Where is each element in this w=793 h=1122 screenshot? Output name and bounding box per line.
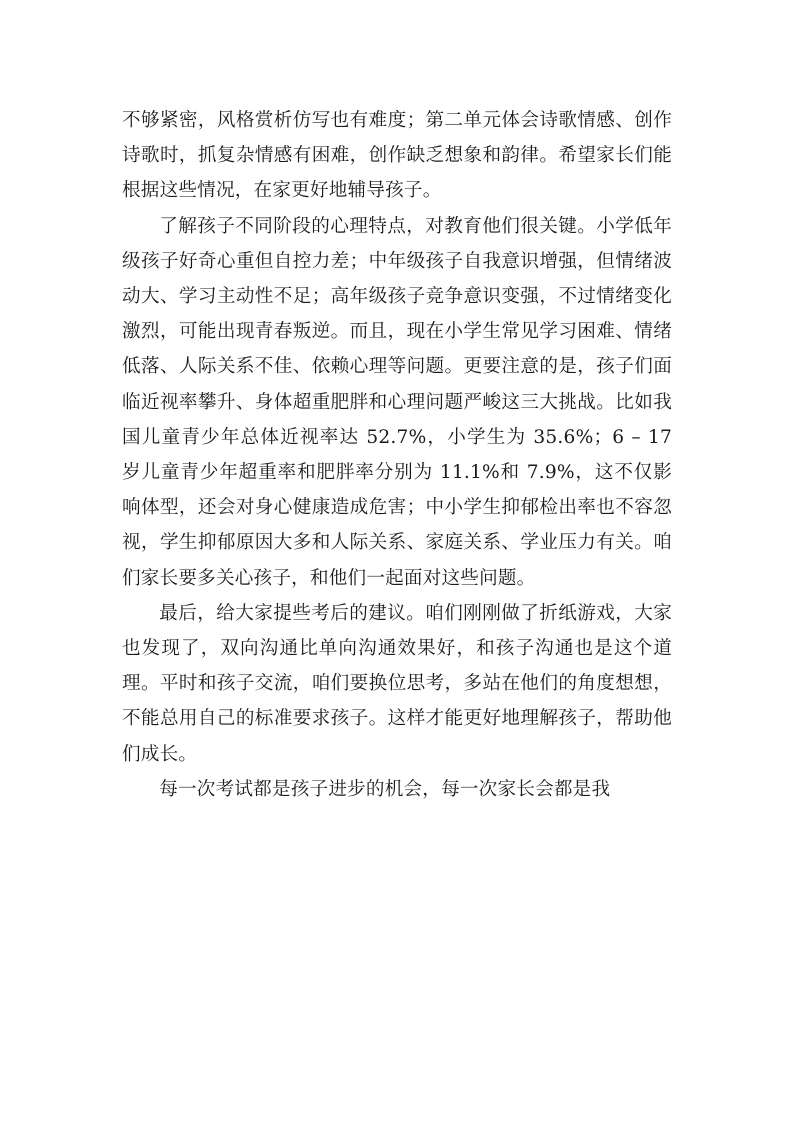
paragraph-closing-start: 每一次考试都是孩子进步的机会，每一次家长会都是我 [159,778,611,800]
paragraph-child-psychology: 了解孩子不同阶段的心理特点，对教育他们很关键。小学低年级孩子好奇心重但自控力差；中年级孩子自我意识增强，但情绪波动大、学习主动性不足；高年级孩子竞争意识变强，不过情绪变化激烈，可能出现青春叛逆。而且，现在小学生常见学习困难、情绪低落、人际关系不佳、依赖心理等问题。更要注意的是，孩子们面临近视率攀升、身体超重肥胖和心理问题严峻这三大挑战。比如我国儿童青少年总体近视率达 52.7%，小学生为 35.6%；6 – 17 岁儿童青少年超重率和肥胖率分别为 11.1%和 7.9%，这不仅影响体型，还会对身心健康造成危害；中小学生抑郁检出率也不容忽视，学生抑郁原因大多和人际关系、家庭关系、学业压力有关。咱们家长要多关心孩子，和他们一起面对这些问题。 [122,215,672,589]
paragraph-post-exam-advice: 最后，给大家提些考后的建议。咱们刚刚做了折纸游戏，大家也发现了，双向沟通比单向沟通效果好，和孩子沟通也是这个道理。平时和孩子交流，咱们要换位思考，多站在他们的角度想想，不能总用自己的标准要求孩子。这样才能更好地理解孩子，帮助他们成长。 [122,602,672,765]
paragraph-1-continuation: 不够紧密，风格赏析仿写也有难度；第二单元体会诗歌情感、创作诗歌时，抓复杂情感有困难，创作缺乏想象和韵律。希望家长们能根据这些情况，在家更好地辅导孩子。 [122,110,672,202]
document-body [122,103,672,807]
